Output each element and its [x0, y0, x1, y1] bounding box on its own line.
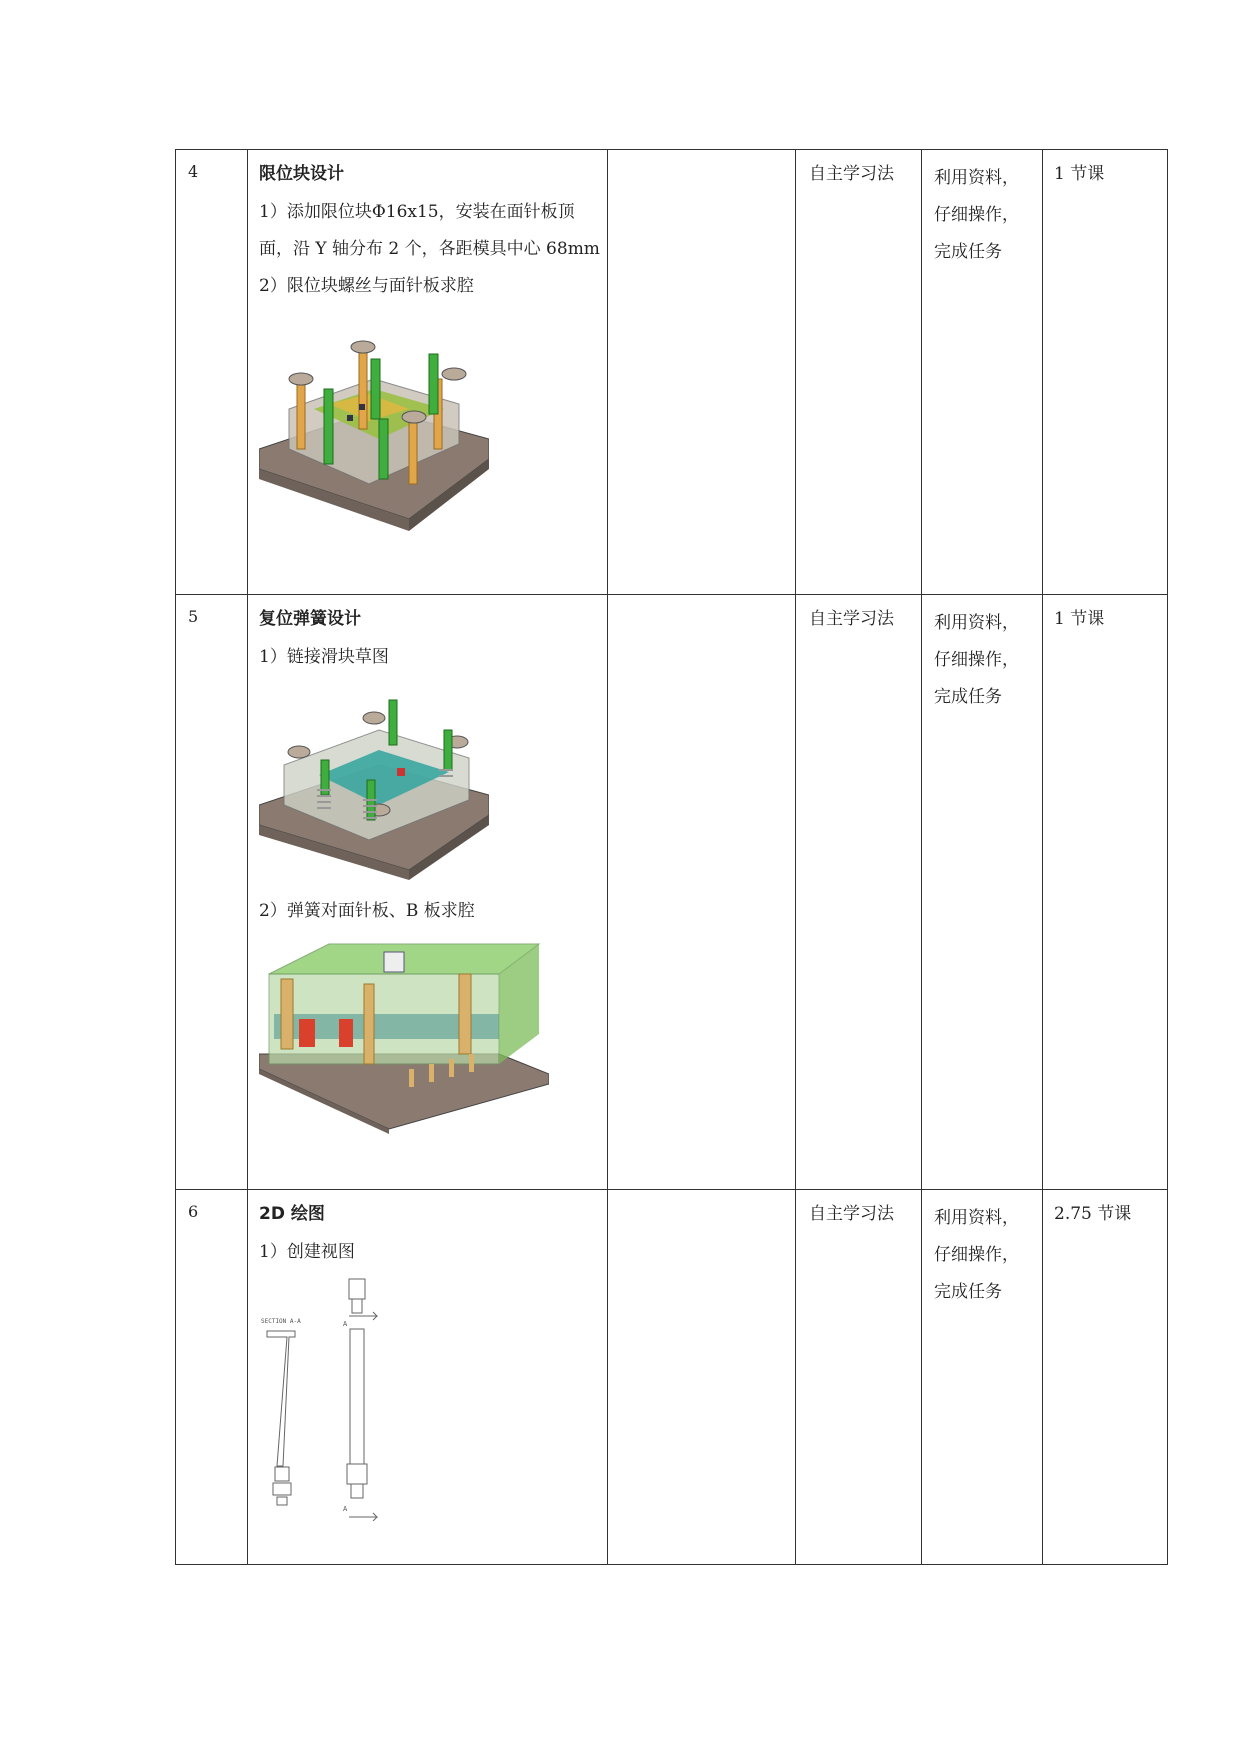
activity-cell	[922, 1190, 1043, 1565]
method-text: 自主学习法	[809, 1204, 894, 1224]
section-mark: A	[343, 1320, 348, 1328]
row-number-cell	[176, 595, 248, 1190]
mold-assembly-image	[259, 309, 489, 539]
method-cell	[796, 595, 922, 1190]
step-text: 1）创建视图	[259, 1242, 355, 1262]
content-cell	[248, 1190, 608, 1565]
blank-cell	[608, 595, 796, 1190]
table-row	[176, 595, 1168, 1190]
mold-cavity-image	[259, 934, 549, 1134]
method-cell	[796, 1190, 922, 1565]
row-number: 6	[188, 1202, 199, 1221]
section-title: 2D 绘图	[259, 1204, 325, 1224]
hours-text: 1 节课	[1054, 609, 1105, 629]
section-label: SECTION A-A	[261, 1318, 301, 1325]
row-number-cell	[176, 150, 248, 595]
method-cell	[796, 150, 922, 595]
step-text: 1）链接滑块草图	[259, 647, 389, 667]
hours-cell	[1043, 595, 1168, 1190]
mold-spring-image	[259, 680, 489, 885]
activity-cell	[922, 595, 1043, 1190]
step-text: 2）限位块螺丝与面针板求腔	[259, 276, 474, 296]
step-text: 面，沿 Y 轴分布 2 个，各距模具中心 68mm	[259, 239, 600, 259]
method-text: 自主学习法	[809, 164, 894, 184]
section-title: 复位弹簧设计	[259, 609, 361, 629]
blank-cell	[608, 1190, 796, 1565]
content-cell	[248, 595, 608, 1190]
hours-text: 2.75 节课	[1054, 1204, 1132, 1224]
step-text: 2）弹簧对面针板、B 板求腔	[259, 901, 475, 921]
table-row	[176, 1190, 1168, 1565]
activity-line: 完成任务	[934, 1282, 1002, 1302]
activity-line: 仔细操作，	[934, 1245, 1019, 1265]
step-text: 1）添加限位块Φ16x15，安装在面针板顶	[259, 202, 575, 222]
row-number: 5	[188, 607, 199, 626]
section-drawing-image	[259, 1271, 399, 1521]
section-mark: A	[343, 1505, 348, 1513]
blank-cell	[608, 150, 796, 595]
activity-line: 利用资料，	[934, 1208, 1019, 1228]
lesson-table	[175, 149, 1168, 1565]
activity-cell	[922, 150, 1043, 595]
section-title: 限位块设计	[259, 164, 344, 184]
activity-line: 完成任务	[934, 242, 1002, 262]
activity-line: 利用资料，	[934, 613, 1019, 633]
activity-line: 完成任务	[934, 687, 1002, 707]
hours-text: 1 节课	[1054, 164, 1105, 184]
content-cell	[248, 150, 608, 595]
activity-line: 仔细操作，	[934, 650, 1019, 670]
row-number-cell	[176, 1190, 248, 1565]
activity-line: 仔细操作，	[934, 205, 1019, 225]
method-text: 自主学习法	[809, 609, 894, 629]
hours-cell	[1043, 150, 1168, 595]
row-number: 4	[188, 162, 199, 181]
hours-cell	[1043, 1190, 1168, 1565]
activity-line: 利用资料，	[934, 168, 1019, 188]
table-row	[176, 150, 1168, 595]
